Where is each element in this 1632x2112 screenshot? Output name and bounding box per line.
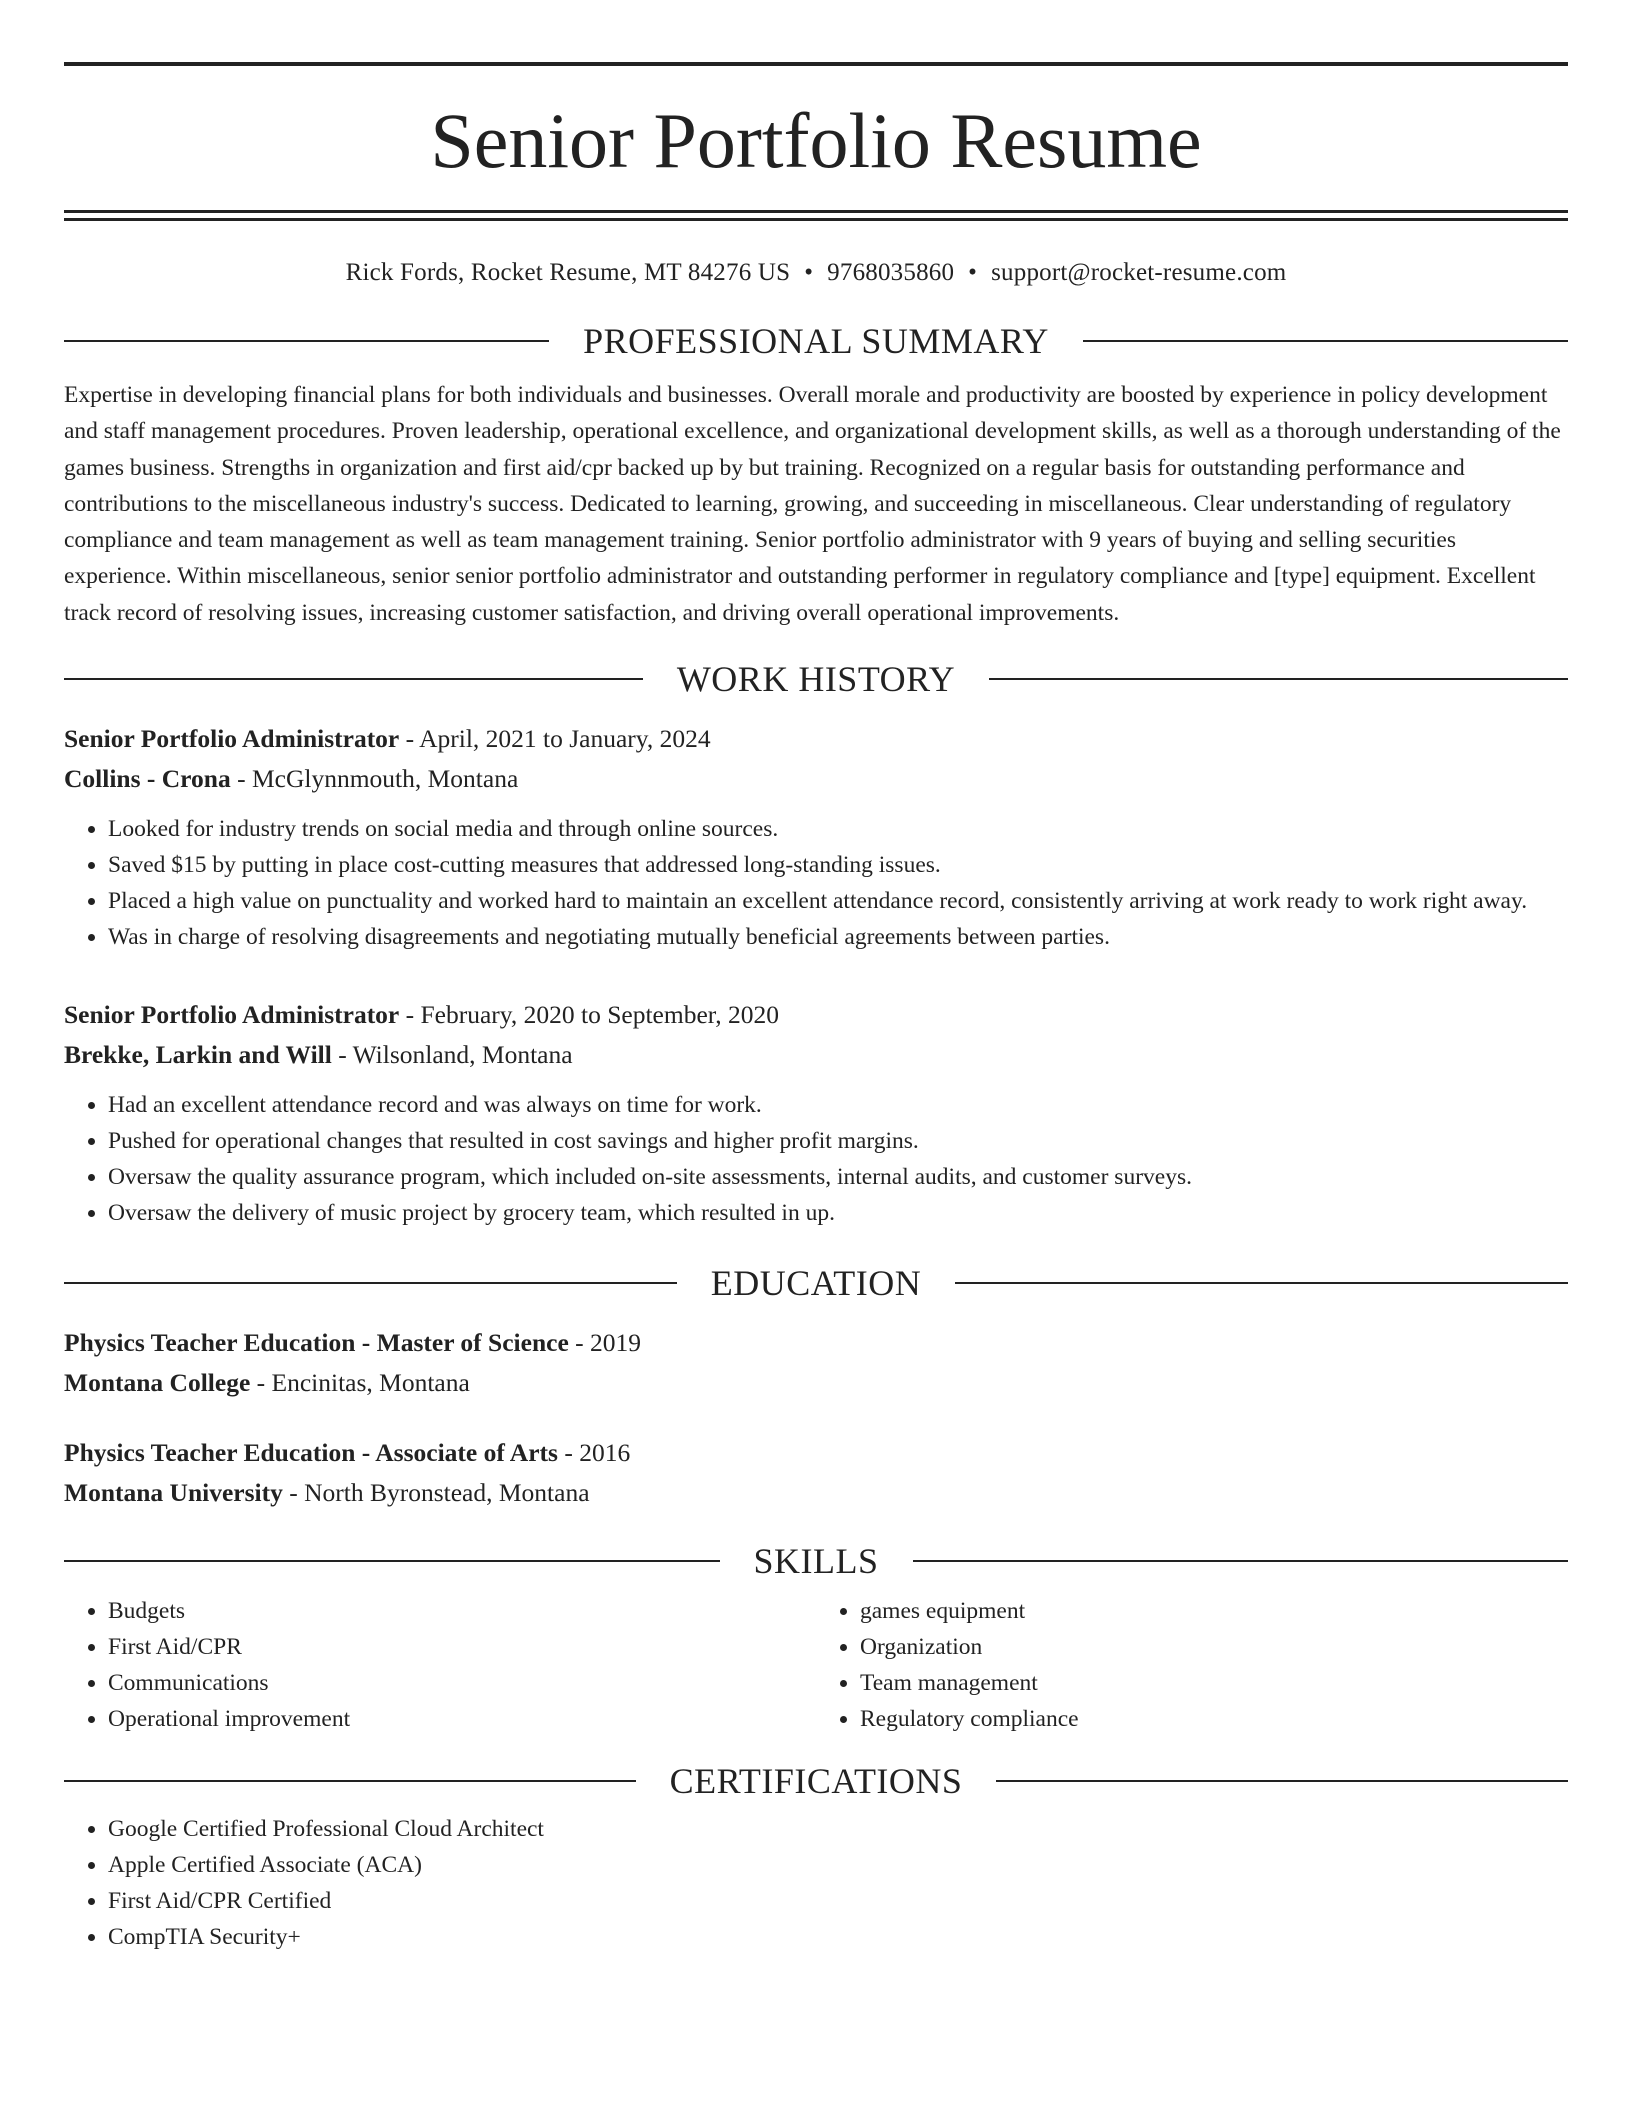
heading-rule <box>64 678 643 680</box>
job-title-line <box>64 995 1568 1035</box>
heading-rule <box>989 678 1568 680</box>
list-item: • Pushed for operational changes that resulted in cost savings and higher profit margins. <box>108 1123 1568 1159</box>
job-title: Senior Portfolio Administrator <box>64 724 400 754</box>
skills-section-heading <box>64 1541 1568 1582</box>
school-location: - Encinitas, Montana <box>250 1368 470 1398</box>
certifications-section-heading <box>64 1761 1568 1802</box>
list-item: • Team management <box>860 1665 1568 1701</box>
top-rule <box>64 62 1568 66</box>
heading-rule <box>64 340 549 342</box>
list-item: • Saved $15 by putting in place cost-cutting measures that addressed long-standing issues. <box>108 847 1568 883</box>
contact-separator: • <box>968 259 978 286</box>
degree: Physics Teacher Education - Master of Science <box>64 1328 569 1358</box>
education-entry <box>64 1433 1568 1513</box>
school-line <box>64 1363 1568 1403</box>
list-item: • Oversaw the quality assurance program, which included on-site assessments, internal audits, and customer surveys. <box>108 1159 1568 1195</box>
contact-line <box>64 259 1568 287</box>
job-dates: - April, 2021 to January, 2024 <box>399 724 711 754</box>
list-item: • Looked for industry trends on social media and through online sources. <box>108 811 1568 847</box>
list-item: • Regulatory compliance <box>860 1701 1568 1737</box>
job-title-line <box>64 719 1568 759</box>
job-company: Brekke, Larkin and Will <box>64 1040 332 1070</box>
title-double-rule <box>64 210 1568 221</box>
job-title: Senior Portfolio Administrator <box>64 1000 400 1030</box>
list-item: • games equipment <box>860 1593 1568 1629</box>
summary-section-heading <box>64 323 1568 359</box>
job-bullets <box>64 811 1568 955</box>
section-title: SKILLS <box>753 1541 879 1582</box>
heading-rule <box>64 1780 636 1782</box>
school-location: - North Byronstead, Montana <box>282 1478 590 1508</box>
school: Montana University <box>64 1478 283 1508</box>
summary-text: Expertise in developing financial plans for both individuals and businesses. Overall morale and productivity are boosted by experience in policy development and staff management procedures. Proven leadership, operational excellence, and organizational development skills, as well as a thorough understanding of the games business. Strengths in organization and first aid/cpr backed up by but training. Recognized on a regular basis for outstanding performance and contributions to the miscellaneous industry's success. Dedicated to learning, growing, and succeeding in miscellaneous. Clear understanding of regulatory compliance and team management as well as team management training. Senior portfolio administrator with 9 years of buying and selling securities experience. Within miscellaneous, senior senior portfolio administrator and outstanding performer in regulatory compliance and [type] equipment. Excellent track record of resolving issues, increasing customer satisfaction, and driving overall operational improvements. <box>64 382 1561 626</box>
degree-line <box>64 1323 1568 1363</box>
list-item: • Google Certified Professional Cloud Architect <box>108 1811 1568 1847</box>
contact-address: Rick Fords, Rocket Resume, MT 84276 US <box>345 259 791 286</box>
degree-year: - 2016 <box>557 1438 631 1468</box>
skills-column-right <box>816 1593 1568 1737</box>
list-item: • First Aid/CPR <box>108 1629 816 1665</box>
contact-separator: • <box>804 259 814 286</box>
degree-line <box>64 1433 1568 1473</box>
certifications-list <box>64 1811 1568 1955</box>
list-item: • Placed a high value on punctuality and worked hard to maintain an excellent attendance record, consistently arriving at work ready to work right away. <box>108 883 1568 919</box>
list-item: • First Aid/CPR Certified <box>108 1883 1568 1919</box>
list-item: • Communications <box>108 1665 816 1701</box>
heading-rule <box>64 1560 720 1562</box>
heading-rule <box>996 1780 1568 1782</box>
heading-rule <box>64 1282 677 1284</box>
degree-year: - 2019 <box>568 1328 642 1358</box>
section-title: EDUCATION <box>710 1263 922 1304</box>
job-location: - Wilsonland, Montana <box>331 1040 573 1070</box>
list-item: • Was in charge of resolving disagreements and negotiating mutually beneficial agreements between parties. <box>108 919 1568 955</box>
skills-list <box>64 1593 1568 1737</box>
section-title: WORK HISTORY <box>676 659 956 700</box>
list-item: • CompTIA Security+ <box>108 1919 1568 1955</box>
list-item: • Apple Certified Associate (ACA) <box>108 1847 1568 1883</box>
list-item: • Oversaw the delivery of music project by grocery team, which resulted in up. <box>108 1195 1568 1231</box>
job-bullets <box>64 1087 1568 1231</box>
list-item: • Had an excellent attendance record and was always on time for work. <box>108 1087 1568 1123</box>
degree: Physics Teacher Education - Associate of Arts <box>64 1438 558 1468</box>
heading-rule <box>913 1560 1569 1562</box>
education-entry <box>64 1323 1568 1403</box>
skills-column-left <box>64 1593 816 1737</box>
school: Montana College <box>64 1368 251 1398</box>
section-title: CERTIFICATIONS <box>669 1761 963 1802</box>
education-section-heading <box>64 1263 1568 1304</box>
contact-email: support@rocket-resume.com <box>991 259 1287 286</box>
heading-rule <box>1083 340 1568 342</box>
section-title: PROFESSIONAL SUMMARY <box>583 321 1049 361</box>
list-item: • Organization <box>860 1629 1568 1665</box>
job-dates: - February, 2020 to September, 2020 <box>399 1000 779 1030</box>
job-entry <box>64 719 1568 955</box>
school-line <box>64 1473 1568 1513</box>
heading-rule <box>955 1282 1568 1284</box>
contact-phone: 9768035860 <box>827 259 955 286</box>
list-item: • Budgets <box>108 1593 816 1629</box>
work-section-heading <box>64 659 1568 700</box>
job-company-line <box>64 759 1568 799</box>
resume-title: Senior Portfolio Resume <box>430 97 1202 184</box>
job-entry <box>64 995 1568 1231</box>
job-location: - McGlynnmouth, Montana <box>230 764 519 794</box>
list-item: • Operational improvement <box>108 1701 816 1737</box>
job-company-line <box>64 1035 1568 1075</box>
job-company: Collins - Crona <box>64 764 231 794</box>
